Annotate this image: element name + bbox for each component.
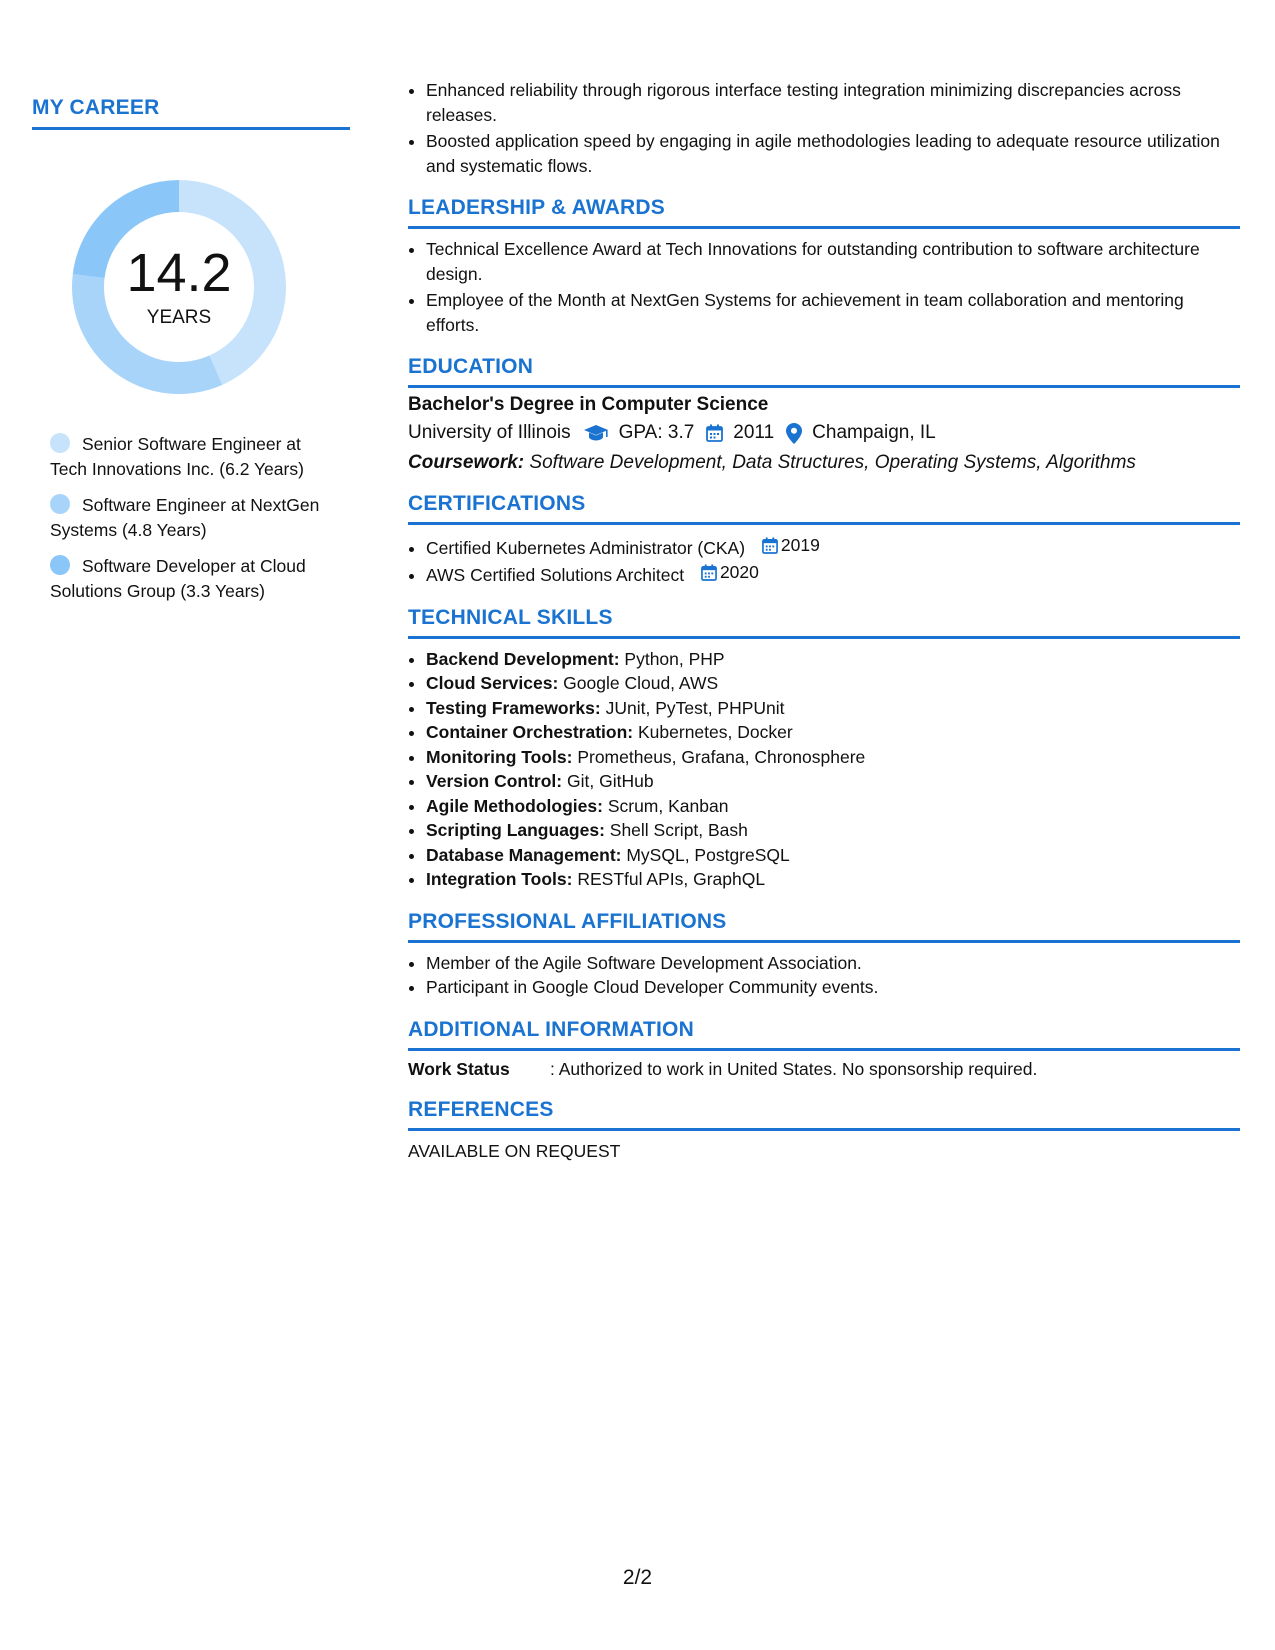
gpa: GPA: 3.7	[618, 422, 695, 443]
skill-label: Database Management:	[426, 844, 622, 865]
certifications-title: CERTIFICATIONS	[408, 492, 1240, 525]
skill-item	[426, 867, 1240, 892]
location-pin-icon	[786, 423, 802, 444]
skill-value: Python, PHP	[624, 648, 725, 669]
legend-dot	[50, 555, 70, 575]
list-item: • Participant in Google Cloud Developer Community events.	[426, 975, 1240, 1000]
cert-name: Certified Kubernetes Administrator (CKA)	[426, 537, 746, 558]
calendar-icon	[762, 537, 778, 554]
leadership-title: LEADERSHIP & AWARDS	[408, 196, 1240, 229]
additional-title: ADDITIONAL INFORMATION	[408, 1018, 1240, 1051]
experience-bullets	[408, 78, 1240, 178]
skill-value: Prometheus, Grafana, Chronosphere	[577, 746, 866, 767]
skill-label: Agile Methodologies:	[426, 795, 603, 816]
skill-label: Testing Frameworks:	[426, 697, 601, 718]
list-item: • Member of the Agile Software Development Association.	[426, 951, 1240, 976]
cert-year: 2019	[780, 535, 820, 555]
skill-value: JUnit, PyTest, PHPUnit	[605, 697, 785, 718]
legend-item	[50, 432, 340, 482]
calendar-icon	[701, 564, 717, 581]
career-sidebar	[32, 96, 350, 615]
skill-item	[426, 720, 1240, 745]
legend-dot	[50, 494, 70, 514]
skill-item	[426, 647, 1240, 672]
skill-value: Kubernetes, Docker	[638, 722, 793, 742]
list-item	[426, 533, 1240, 560]
total-years-unit: YEARS	[146, 307, 212, 328]
skill-label: Version Control:	[426, 771, 563, 791]
skill-value: Scrum, Kanban	[607, 795, 729, 816]
legend-item	[50, 554, 340, 604]
skills-list	[408, 647, 1240, 892]
skill-item	[426, 843, 1240, 868]
legend-label: Senior Software Engineer at Tech Innovations Inc. (6.2 Years)	[50, 434, 304, 479]
skill-label: Container Orchestration:	[426, 722, 634, 742]
affiliations-section	[408, 910, 1240, 1000]
skills-title: TECHNICAL SKILLS	[408, 606, 1240, 639]
leadership-section	[408, 196, 1240, 337]
coursework	[408, 452, 1240, 474]
education-section	[408, 355, 1240, 474]
location: Champaign, IL	[812, 422, 936, 443]
skill-item	[426, 794, 1240, 819]
references-section	[408, 1098, 1240, 1162]
references-title: REFERENCES	[408, 1098, 1240, 1131]
main-content	[408, 78, 1240, 1162]
skill-label: Backend Development:	[426, 648, 620, 669]
skill-value: Git, GitHub	[567, 771, 654, 791]
references-text: AVAILABLE ON REQUEST	[408, 1140, 621, 1161]
legend-label: Software Engineer at NextGen Systems (4.8 Years)	[50, 495, 320, 540]
career-donut-chart	[64, 172, 294, 402]
skill-value: MySQL, PostgreSQL	[626, 844, 790, 865]
legend-item	[50, 493, 340, 543]
career-title: MY CAREER	[32, 96, 350, 130]
legend-label: Software Developer at Cloud Solutions Group (3.3 Years)	[50, 556, 306, 601]
page-number: 2/2	[622, 1566, 653, 1589]
legend-dot	[50, 433, 70, 453]
coursework-label: Coursework:	[408, 452, 525, 473]
skill-value: RESTful APIs, GraphQL	[577, 869, 766, 889]
skill-value: Google Cloud, AWS	[563, 673, 719, 693]
skill-item	[426, 818, 1240, 843]
work-status-row	[408, 1059, 1240, 1080]
degree: Bachelor's Degree in Computer Science	[408, 394, 769, 415]
skill-label: Monitoring Tools:	[426, 746, 573, 767]
graduation-year: 2011	[733, 422, 775, 443]
skill-label: Cloud Services:	[426, 673, 559, 693]
cert-year: 2020	[719, 562, 759, 583]
certifications-section	[408, 492, 1240, 588]
graduation-cap-icon	[583, 424, 609, 442]
work-status-value: : Authorized to work in United States. No sponsorship required.	[550, 1058, 1038, 1079]
skill-item	[426, 696, 1240, 721]
list-item: • Boosted application speed by engaging in agile methodologies leading to adequate resource utilization and systematic flows.	[426, 129, 1240, 178]
calendar-icon	[706, 424, 723, 442]
list-item: • Technical Excellence Award at Tech Innovations for outstanding contribution to software architecture design.	[426, 237, 1240, 286]
additional-section	[408, 1018, 1240, 1080]
cert-name: AWS Certified Solutions Architect	[426, 565, 685, 585]
coursework-list: Software Development, Data Structures, Operating Systems, Algorithms	[529, 452, 1136, 473]
education-details	[408, 422, 1240, 444]
list-item: • Enhanced reliability through rigorous interface testing integration minimizing discrepancies across releases.	[426, 78, 1240, 127]
total-years-value: 14.2	[126, 243, 232, 303]
skill-label: Integration Tools:	[426, 869, 573, 889]
skills-section	[408, 606, 1240, 892]
skill-item	[426, 745, 1240, 770]
work-status-label: Work Status	[408, 1058, 510, 1079]
skill-label: Scripting Languages:	[426, 820, 605, 840]
school-name: University of Illinois	[408, 422, 571, 443]
skill-item	[426, 769, 1240, 794]
skill-value: Shell Script, Bash	[609, 820, 748, 840]
list-item: • Employee of the Month at NextGen Systems for achievement in team collaboration and mentoring efforts.	[426, 288, 1240, 337]
career-legend	[50, 432, 340, 604]
education-title: EDUCATION	[408, 355, 1240, 388]
skill-item	[426, 671, 1240, 696]
list-item	[426, 560, 1240, 587]
affiliations-title: PROFESSIONAL AFFILIATIONS	[408, 910, 1240, 943]
